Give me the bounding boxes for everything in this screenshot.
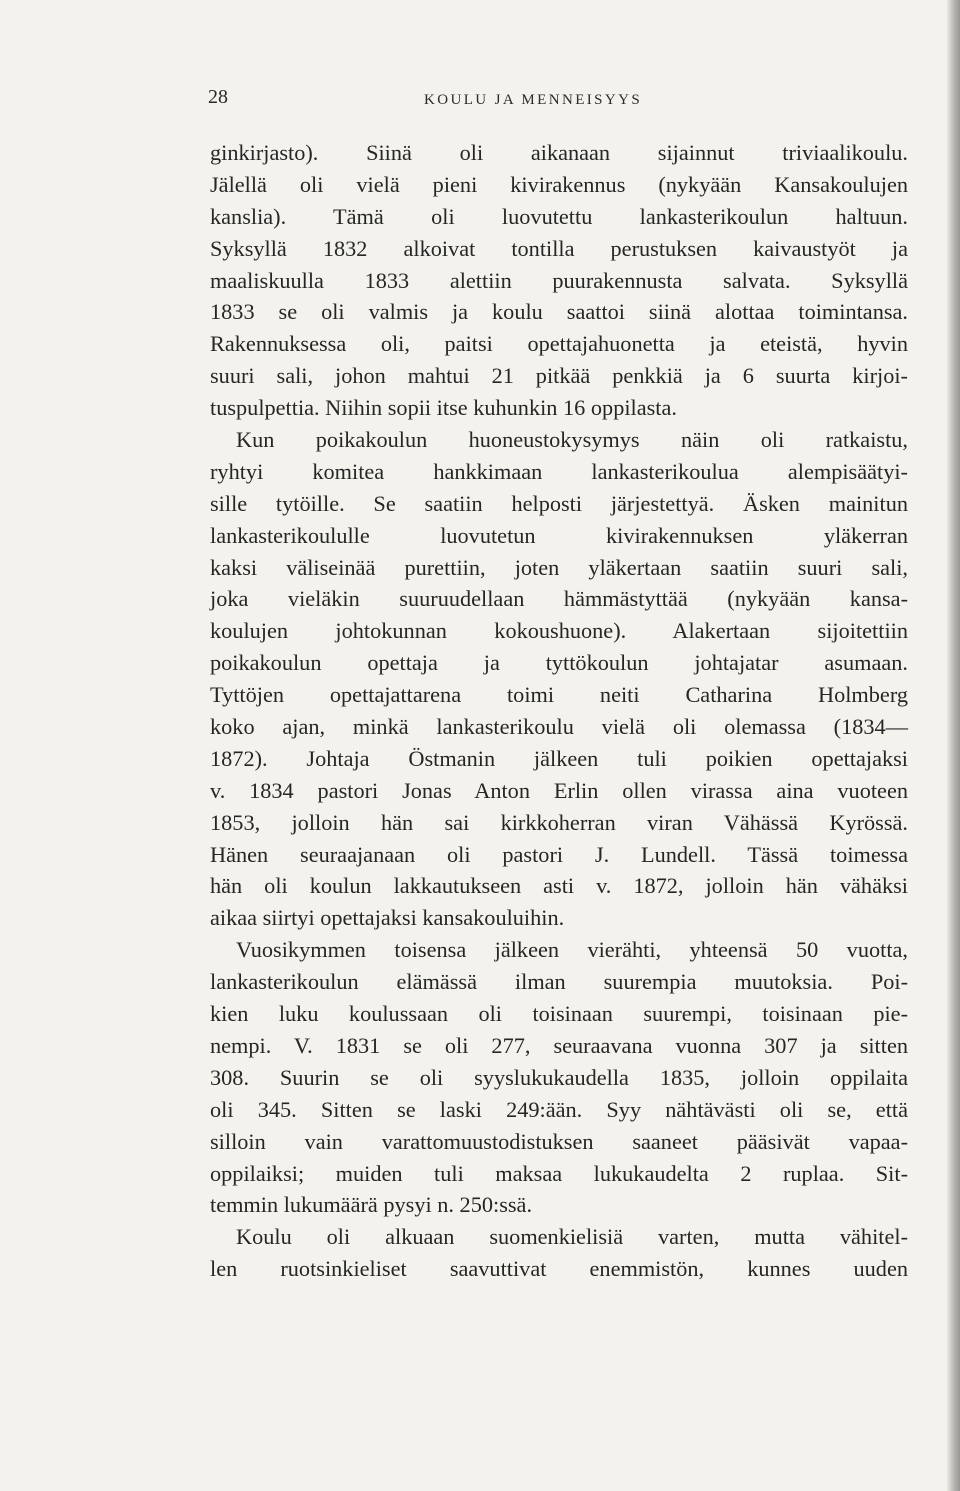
body-text [210,137,908,1285]
text-line: sille tytöille. Se saatiin helposti järjestettyä. Äsken mainitun [210,490,908,516]
text-line: Jälellä oli vielä pieni kivirakennus (nykyään Kansakoulujen [210,171,908,197]
text-line: joka vieläkin suuruudellaan hämmästyttää (nykyään kansa- [210,586,908,612]
text-line: oppilaiksi; muiden tuli maksaa lukukaudelta 2 ruplaa. Sit- [210,1160,908,1186]
text-line: ryhtyi komitea hankkimaan lankasterikoulua alempisäätyi- [210,458,908,484]
text-line: aikaa siirtyi opettajaksi kansakouluihin. [210,905,565,931]
text-line: 308. Suurin se oli syyslukukaudella 1835, jolloin oppilaita [210,1064,908,1090]
text-line: kaksi väliseinää purettiin, joten yläkertaan saatiin suuri sali, [210,554,908,580]
text-line: 1833 se oli valmis ja koulu saattoi siinä alottaa toimintansa. [210,299,908,325]
running-head: KOULU JA MENNEISYYS [424,92,643,108]
text-line: len ruotsinkieliset saavuttivat enemmistön, kunnes uuden [210,1256,908,1282]
text-line: lankasterikoulun elämässä ilman suurempia muutoksia. Poi- [210,969,908,995]
text-line: poikakoulun opettaja ja tyttökoulun johtajatar asumaan. [210,650,908,676]
text-line: Syksyllä 1832 alkoivat tontilla perustuksen kaivaustyöt ja [210,235,908,261]
text-line: Vuosikymmen toisensa jälkeen vierähti, yhteensä 50 vuotta, [236,937,908,963]
text-line: Rakennuksessa oli, paitsi opettajahuonetta ja eteistä, hyvin [210,331,908,357]
text-line: nempi. V. 1831 se oli 277, seuraavana vuonna 307 ja sitten [210,1032,908,1058]
text-line: tuspulpettia. Niihin sopii itse kuhunkin 16 oppilasta. [210,395,677,421]
text-line: 1853, jolloin hän sai kirkkoherran viran Vähässä Kyrössä. [210,809,908,835]
text-line: suuri sali, johon mahtui 21 pitkää penkkiä ja 6 suurta kirjoi- [210,363,908,389]
text-line: maaliskuulla 1833 alettiin puurakennusta salvata. Syksyllä [210,267,908,293]
text-line: v. 1834 pastori Jonas Anton Erlin ollen virassa aina vuoteen [210,777,908,803]
page-header [208,86,908,116]
text-line: koko ajan, minkä lankasterikoulu vielä oli olemassa (1834— [210,714,908,740]
text-line: koulujen johtokunnan kokoushuone). Alakertaan sijoitettiin [210,618,908,644]
text-line: hän oli koulun lakkautukseen asti v. 1872, jolloin hän vähäksi [210,873,908,899]
text-line: kanslia). Tämä oli luovutettu lankasterikoulun haltuun. [210,203,908,229]
text-line: temmin lukumäärä pysyi n. 250:ssä. [210,1192,533,1218]
text-line: Hänen seuraajanaan oli pastori J. Lundell. Tässä toimessa [210,841,908,867]
text-line: Tyttöjen opettajattarena toimi neiti Catharina Holmberg [210,682,908,708]
text-line: Koulu oli alkuaan suomenkielisiä varten, mutta vähitel- [236,1224,908,1250]
page-number: 28 [208,86,228,108]
page-edge-shadow [946,0,960,1491]
text-line: ginkirjasto). Siinä oli aikanaan sijainnut triviaalikoulu. [210,140,908,165]
text-line: lankasterikoululle luovutetun kivirakennuksen yläkerran [210,522,908,548]
text-line: 1872). Johtaja Östmanin jälkeen tuli poikien opettajaksi [210,745,908,771]
text-line: Kun poikakoulun huoneustokysymys näin oli ratkaistu, [236,427,908,453]
text-line: oli 345. Sitten se laski 249:ään. Syy nähtävästi oli se, että [210,1096,908,1122]
text-line: kien luku koulussaan oli toisinaan suurempi, toisinaan pie- [210,1001,908,1027]
text-line: silloin vain varattomuustodistuksen saaneet pääsivät vapaa- [210,1128,908,1154]
